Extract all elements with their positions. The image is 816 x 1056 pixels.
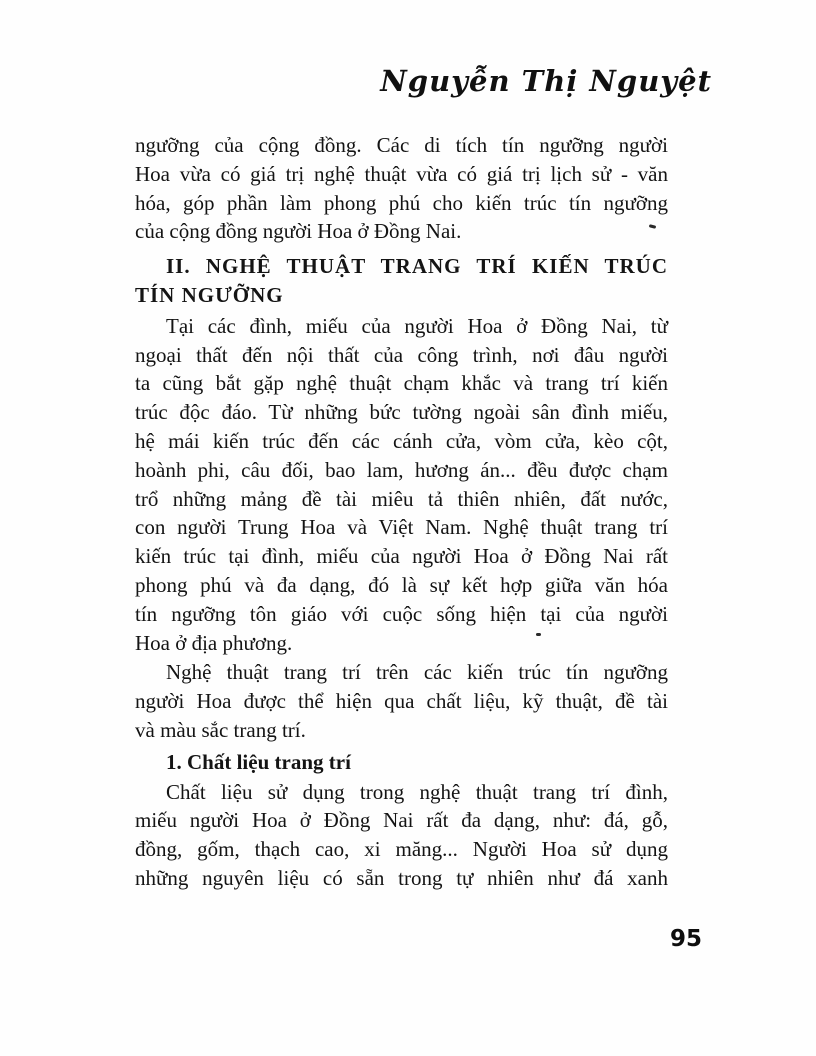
- text-line: II. NGHỆ THUẬT TRANG TRÍ KIẾN TRÚC: [166, 254, 668, 279]
- paragraph-continuation: [135, 131, 668, 246]
- text-line: Hoa ở địa phương.: [135, 630, 293, 655]
- page-number: 95: [669, 926, 702, 952]
- text-line: kiến trúc tại đình, miếu của người Hoa ở Đồng Nai rất: [135, 544, 668, 569]
- running-header-author: Nguyễn Thị Nguyệt: [380, 64, 712, 98]
- text-line: hệ mái kiến trúc đến các cánh cửa, vòm cửa, kèo cột,: [135, 428, 668, 453]
- text-line: ngưỡng của cộng đồng. Các di tích tín ngưỡng người: [135, 133, 668, 157]
- text-line: ngoại thất đến nội thất của công trình, nơi đâu người: [135, 342, 668, 367]
- text-line: con người Trung Hoa và Việt Nam. Nghệ thuật trang trí: [135, 515, 668, 540]
- text-line: và màu sắc trang trí.: [135, 717, 306, 742]
- subsection-heading: 1. Chất liệu trang trí: [166, 749, 351, 774]
- text-line: Tại các đình, miếu của người Hoa ở Đồng Nai, từ: [166, 313, 668, 338]
- text-line: những nguyên liệu có sẵn trong tự nhiên như đá xanh: [135, 865, 668, 890]
- text-line: phong phú và đa dạng, đó là sự kết hợp giữa văn hóa: [135, 572, 668, 597]
- text-line: TÍN NGƯỠNG: [135, 282, 284, 307]
- text-line: hóa, góp phần làm phong phú cho kiến trúc tín ngưỡng: [135, 190, 668, 215]
- paragraph: [135, 312, 668, 658]
- text-line: miếu người Hoa ở Đồng Nai rất đa dạng, như: đá, gỗ,: [135, 808, 668, 833]
- text-line: Chất liệu sử dụng trong nghệ thuật trang trí đình,: [166, 779, 668, 804]
- text-line: tín ngưỡng tôn giáo với cuộc sống hiện tại của người: [135, 601, 668, 626]
- section-heading: [135, 252, 668, 310]
- text-line: hoành phi, câu đối, bao lam, hương án... đều được chạm: [135, 457, 668, 482]
- text-line: ta cũng bắt gặp nghệ thuật chạm khắc và trang trí kiến: [135, 371, 668, 396]
- scan-speck: [536, 633, 541, 636]
- text-block: [135, 131, 668, 893]
- text-line: trúc độc đáo. Từ những bức tường ngoài sân đình miếu,: [135, 400, 668, 425]
- text-line: đồng, gốm, thạch cao, xi măng... Người Hoa sử dụng: [135, 837, 668, 862]
- text-line: Nghệ thuật trang trí trên các kiến trúc tín ngưỡng: [166, 660, 668, 685]
- paragraph: [135, 658, 668, 744]
- text-line: Hoa vừa có giá trị nghệ thuật vừa có giá trị lịch sử - văn: [135, 161, 668, 186]
- text-line: trổ những mảng đề tài miêu tả thiên nhiên, đất nước,: [135, 486, 668, 511]
- text-line: người Hoa được thể hiện qua chất liệu, kỹ thuật, đề tài: [135, 689, 668, 714]
- text-line: của cộng đồng người Hoa ở Đồng Nai.: [135, 219, 462, 244]
- paragraph: [135, 778, 668, 893]
